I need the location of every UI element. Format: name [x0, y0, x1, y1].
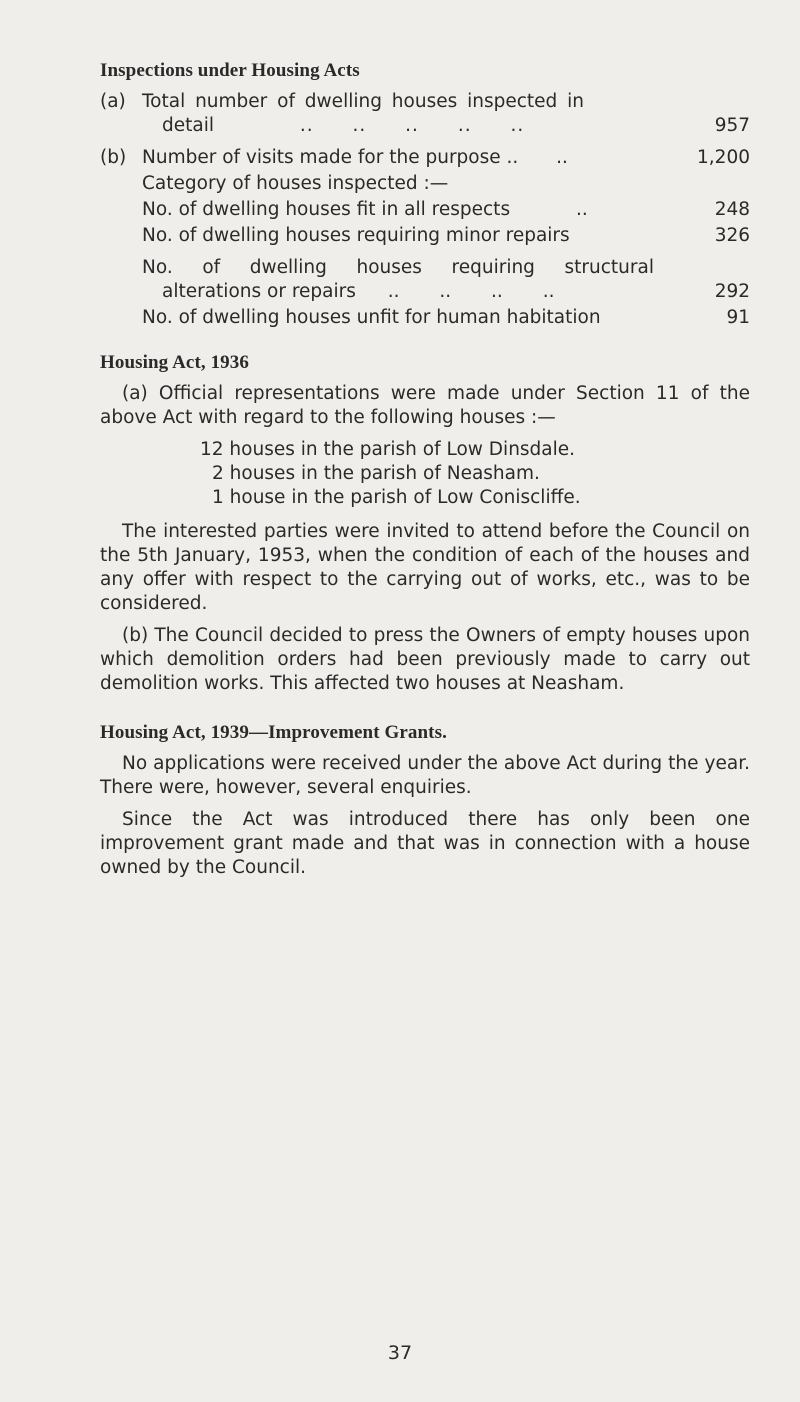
paragraph-interested-parties: The interested parties were invited to attend before the Council on the 5th January, 1953, when the condition of each of the houses and any offer with respect to the carrying out of works, etc., was to be considered. [100, 521, 750, 614]
stat-row-minor-repairs [100, 224, 750, 248]
paragraph-demolition: (b) The Council decided to press the Owners of empty houses upon which demolition orders had been previously made to carry out demolition works. This affected two houses at Neasham. [100, 625, 750, 694]
inspections-heading: Inspections under Housing Acts [100, 60, 360, 81]
document-page [100, 60, 750, 888]
inspections-table [100, 90, 750, 330]
stat-label-cont: alterations or repairs [162, 281, 356, 302]
housing-act-1939-section [100, 722, 750, 880]
stat-label-line2 [142, 280, 654, 304]
stat-marker: (a) [100, 91, 126, 112]
stat-leader-dots: .. .. .. .. [387, 281, 555, 302]
paragraph-improvement-grant: Since the Act was introduced there has only been one improvement grant made and that was in connection with a house owned by the Council. [100, 809, 750, 878]
stat-label [142, 256, 654, 304]
stat-label [142, 90, 654, 138]
stat-value: 292 [714, 281, 750, 302]
stat-label: No. of dwelling houses unfit for human habitation [142, 307, 601, 328]
page-number: 37 [387, 1342, 413, 1364]
stat-label-line1: No. of dwelling houses requiring structural [142, 257, 654, 278]
paragraph-no-applications: No applications were received under the above Act during the year. There were, however, several enquiries. [100, 753, 750, 798]
stat-label: No. of dwelling houses requiring minor repairs [142, 225, 570, 246]
housing-act-1939-heading: Housing Act, 1939—Improvement Grants. [100, 722, 447, 743]
stat-value: 91 [726, 307, 750, 328]
stat-label-text: Number of visits made for the purpose .. [142, 147, 519, 168]
stat-label-text: No. of dwelling houses fit in all respects [142, 199, 511, 220]
stat-row-total-inspected [100, 90, 750, 138]
stat-leader-dots: .. [575, 199, 588, 220]
stat-leader-dots: .. .. .. .. .. [299, 115, 525, 136]
stat-value: 326 [714, 225, 750, 246]
houses-list [100, 438, 750, 510]
stat-label-line2 [142, 114, 654, 138]
stat-value: 1,200 [697, 147, 750, 168]
stat-label: Category of houses inspected :— [142, 173, 449, 194]
stat-value: 248 [714, 199, 750, 220]
stat-row-structural [100, 256, 750, 304]
stat-value: 957 [714, 115, 750, 136]
stat-label [142, 146, 654, 170]
list-item: 12 houses in the parish of Low Dinsdale. [200, 439, 576, 460]
stat-row-category [100, 172, 750, 196]
stat-row-unfit [100, 306, 750, 330]
paragraph-official-representations: (a) Official representations were made under Section 11 of the above Act with regard to the following houses :— [100, 383, 750, 428]
stat-label-line1: Total number of dwelling houses inspected in [142, 91, 584, 112]
housing-act-1936-section [100, 352, 750, 696]
housing-act-1936-heading: Housing Act, 1936 [100, 352, 249, 373]
stat-label [142, 198, 654, 222]
stat-row-visits [100, 146, 750, 170]
stat-row-fit [100, 198, 750, 222]
list-item: 2 houses in the parish of Neasham. [212, 463, 540, 484]
list-item: 1 house in the parish of Low Coniscliffe. [212, 487, 581, 508]
stat-leader-dots: .. [556, 147, 568, 168]
stat-label-cont: detail [162, 115, 214, 136]
inspections-section [100, 60, 750, 330]
stat-marker: (b) [100, 147, 127, 168]
